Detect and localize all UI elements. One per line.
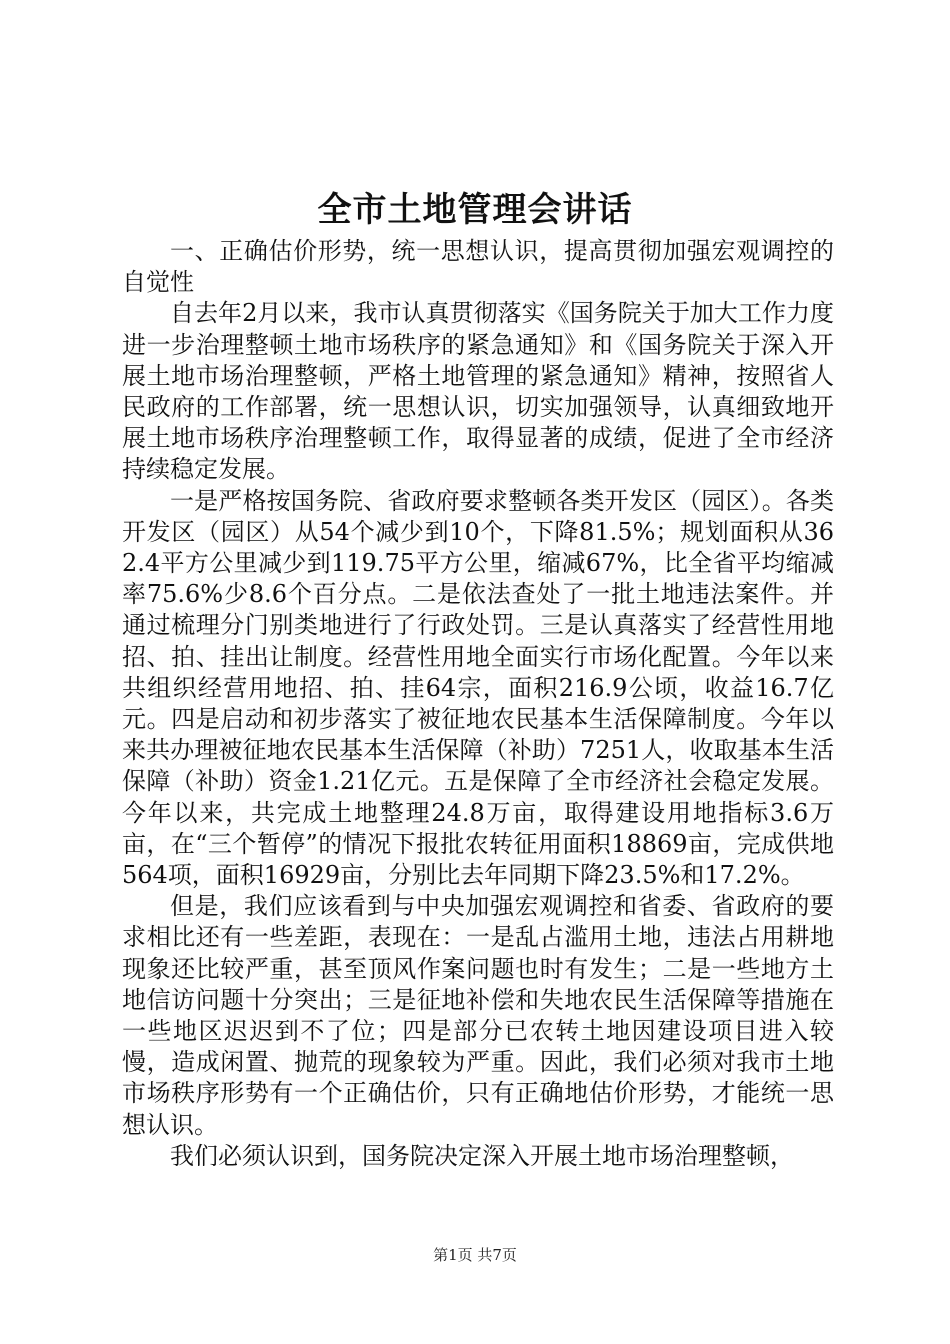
page-number-footer: 第1页 共7页 (433, 1246, 517, 1264)
document-title: 全市土地管理会讲话 (317, 190, 633, 230)
section-heading-paragraph: 一、正确估价形势，统一思想认识，提高贯彻加强宏观调控的自觉性 (122, 237, 834, 297)
document-body (122, 236, 834, 1172)
body-paragraph: 我们必须认识到，国务院决定深入开展土地市场治理整顿， (170, 1141, 794, 1170)
body-paragraph: 自去年2月以来，我市认真贯彻落实《国务院关于加大工作力度进一步治理整顿土地市场秩序的紧急通知》和《国务院关于深入开展土地市场治理整顿，严格土地管理的紧急通知》精神，按照省人民政府的工作部署，统一思想认识，切实加强领导，认真细致地开展土地市场秩序治理整顿工作，取得显著的成绩，促进了全市经济持续稳定发展。 (122, 299, 834, 484)
body-paragraph: 一是严格按国务院、省政府要求整顿各类开发区（园区）。各类开发区（园区）从54个减少到10个，下降81.5%；规划面积从362.4平方公里减少到119.75平方公里，缩减67%，比全省平均缩减率75.6%少8.6个百分点。二是依法查处了一批土地违法案件。并通过梳理分门别类地进行了行政处罚。三是认真落实了经营性用地招、拍、挂出让制度。经营性用地全面实行市场化配置。今年以来共组织经营用地招、拍、挂64宗，面积216.9公顷，收益16.7亿元。四是启动和初步落实了被征地农民基本生活保障制度。今年以来共办理被征地农民基本生活保障（补助）7251人，收取基本生活保障（补助）资金1.21亿元。五是保障了全市经济社会稳定发展。今年以来，共完成土地整理24.8万亩，取得建设用地指标3.6万亩，在“三个暂停”的情况下报批农转征用面积18869亩，完成供地564项，面积16929亩，分别比去年同期下降23.5%和17.2%。 (122, 486, 834, 890)
body-paragraph: 但是，我们应该看到与中央加强宏观调控和省委、省政府的要求相比还有一些差距，表现在：一是乱占滥用土地，违法占用耕地现象还比较严重，甚至顶风作案问题也时有发生；二是一些地方土地信访问题十分突出；三是征地补偿和失地农民生活保障等措施在一些地区迟迟到不了位；四是部分已农转土地因建设项目进入较慢，造成闲置、抛荒的现象较为严重。因此，我们必须对我市土地市场秩序形势有一个正确估价，只有正确地估价形势，才能统一思想认识。 (122, 892, 834, 1139)
